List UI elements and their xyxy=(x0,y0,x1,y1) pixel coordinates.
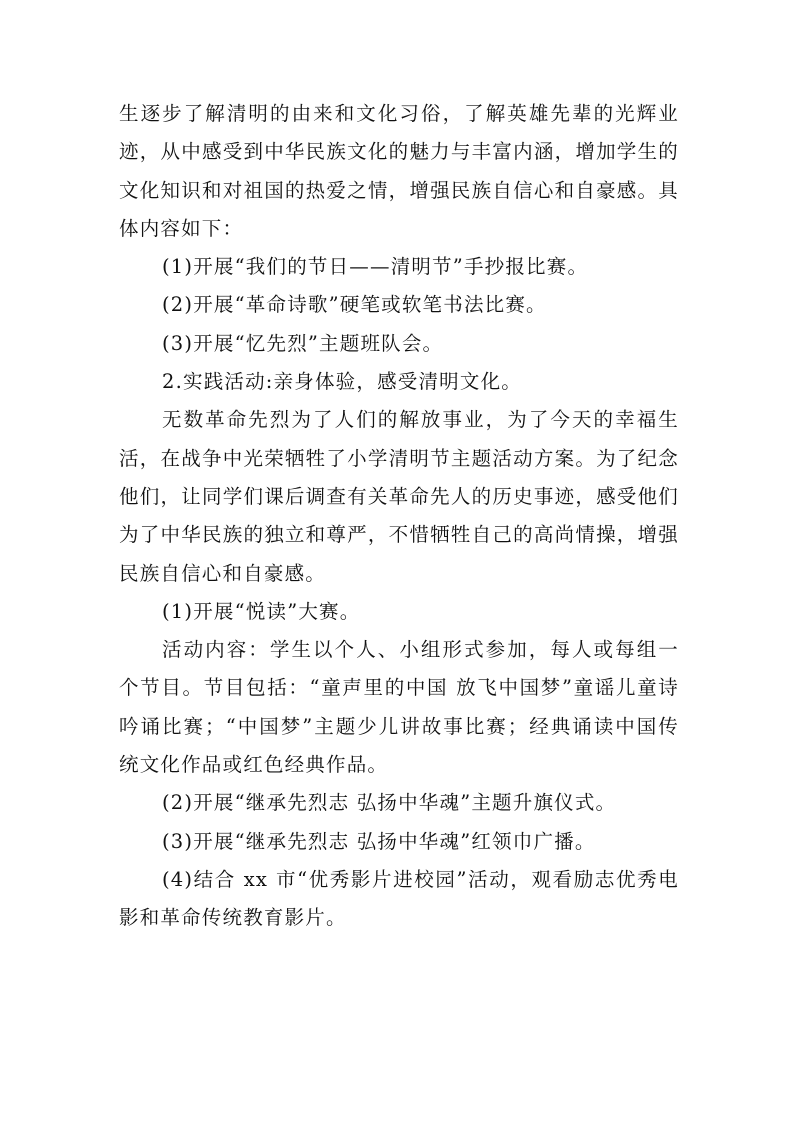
paragraph-intro-continuation: 生逐步了解清明的由来和文化习俗，了解英雄先辈的光辉业迹，从中感受到中华民族文化的魅力与丰富内涵，增加学生的文化知识和对祖国的热爱之情，增强民族自信心和自豪感。具体内容如下： xyxy=(119,102,679,240)
section-heading-practice: 2.实践活动:亲身体验，感受清明文化。 xyxy=(162,370,522,394)
paragraph-item-calligraphy: (2)开展“革命诗歌”硬笔或软笔书法比赛。 xyxy=(162,293,547,317)
paragraph-item-handwritten-newspaper: (1)开展“我们的节日——清明节”手抄报比赛。 xyxy=(162,255,589,279)
paragraph-item-flag-ceremony: (2)开展“继承先烈志 弘扬中华魂”主题升旗仪式。 xyxy=(162,791,617,815)
paragraph-item-films: (4)结合 xx 市“优秀影片进校园”活动，观看励志优秀电影和革命传统教育影片。 xyxy=(119,867,679,930)
paragraph-item-class-meeting: (3)开展“忆先烈”主题班队会。 xyxy=(162,331,444,355)
paragraph-activity-content: 活动内容：学生以个人、小组形式参加，每人或每组一个节目。节目包括：“童声里的中国 放飞中国梦”童谣儿童诗吟诵比赛；“中国梦”主题少儿讲故事比赛；经典诵读中国传统文化作品或红色经典作品。 xyxy=(119,638,679,777)
document-body xyxy=(119,95,679,938)
paragraph-martyrs: 无数革命先烈为了人们的解放事业，为了今天的幸福生活，在战争中光荣牺牲了小学清明节主题活动方案。为了纪念他们，让同学们课后调查有关革命先人的历史事迹，感受他们为了中华民族的独立和尊严，不惜牺牲自己的高尚情操，增强民族自信心和自豪感。 xyxy=(119,408,679,585)
paragraph-item-reading-contest: (1)开展“悦读”大赛。 xyxy=(162,599,361,623)
paragraph-item-broadcast: (3)开展“继承先烈志 弘扬中华魂”红领巾广播。 xyxy=(162,829,596,853)
